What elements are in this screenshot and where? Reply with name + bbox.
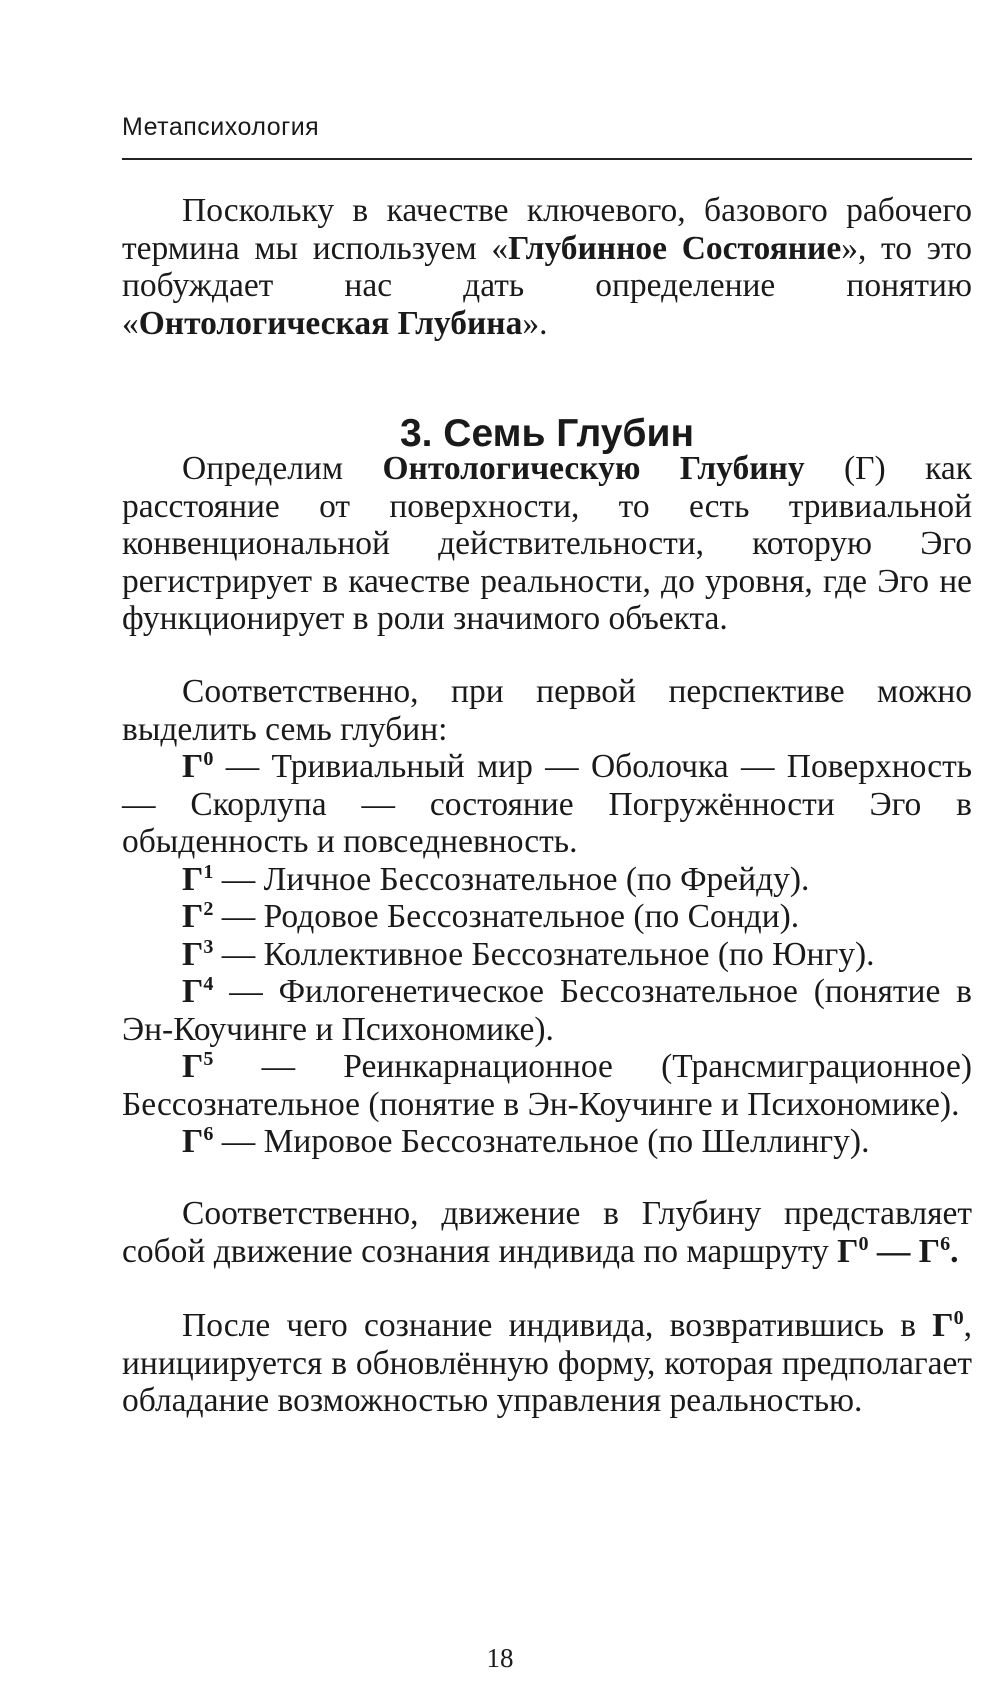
movement-block bbox=[122, 1195, 972, 1270]
header-rule bbox=[122, 158, 972, 160]
route-from-letter: Г bbox=[837, 1232, 859, 1270]
intro-text-3: ». bbox=[522, 304, 548, 342]
depth-text: — Филогенетическое Бессознательное (понятие в Эн-Коучинге и Психономике). bbox=[122, 973, 972, 1048]
conclusion-block bbox=[122, 1307, 972, 1420]
intro-paragraph bbox=[122, 192, 972, 342]
depth-level: 1 bbox=[203, 860, 214, 883]
depth-letter: Г bbox=[182, 898, 204, 935]
running-header: Метапсихология bbox=[122, 113, 320, 141]
route-to-level: 6 bbox=[940, 1232, 951, 1255]
intro-text-2: », то это побуждает нас дать определение понятию « bbox=[122, 229, 972, 342]
route-from bbox=[837, 1233, 868, 1270]
depth-text: — Родовое Бессознательное (по Сонди). bbox=[213, 898, 800, 935]
depth-letter: Г bbox=[182, 1123, 204, 1160]
route-end: . bbox=[950, 1232, 959, 1270]
depth-level: 6 bbox=[203, 1122, 214, 1145]
conclusion-paragraph bbox=[122, 1307, 972, 1420]
term-ontological-depth-acc: Онтологическую Глубину bbox=[382, 450, 805, 487]
definition-block bbox=[122, 450, 972, 638]
depth-level: 0 bbox=[203, 747, 214, 770]
depth-item bbox=[122, 1048, 972, 1123]
depth-text: — Личное Бессознательное (по Фрейду). bbox=[213, 860, 810, 898]
route-to-letter: Г bbox=[918, 1232, 941, 1270]
depth-level: 4 bbox=[203, 972, 214, 995]
definition-paragraph bbox=[122, 450, 972, 638]
depth-letter: Г bbox=[182, 973, 204, 1010]
conclusion-text-2: , инициируется в обновлённую форму, которая предполагает обладание возможностью управления реальностью. bbox=[122, 1307, 972, 1419]
depths-block bbox=[122, 673, 972, 1161]
depth-item bbox=[122, 898, 972, 936]
depth-letter: Г bbox=[182, 860, 204, 898]
depth-item bbox=[122, 748, 972, 861]
depth-text: — Коллективное Бессознательное (по Юнгу). bbox=[213, 935, 875, 973]
page-number: 18 bbox=[486, 1643, 514, 1673]
depth-text: — Реинкарнационное (Трансмиграционное) Бессознательное (понятие в Эн-Коучинге и Психономике). bbox=[122, 1048, 972, 1123]
conclusion-text-1: После чего сознание индивида, возвратившись в bbox=[182, 1307, 933, 1344]
depth-letter: Г bbox=[182, 935, 204, 973]
chapter-title: 3. Семь Глубин bbox=[399, 412, 695, 455]
depth-item bbox=[122, 1123, 972, 1161]
depth-letter: Г bbox=[182, 748, 204, 785]
conclusion-depth bbox=[932, 1307, 963, 1344]
depth-level: 5 bbox=[203, 1047, 214, 1070]
intro-block bbox=[122, 192, 972, 342]
depth-text: — Мировое Бессознательное (по Шеллингу). bbox=[213, 1123, 870, 1160]
definition-text-2: (Г) как расстояние от поверхности, то есть тривиальной конвенциональной действительности, которую Эго регистрирует в качестве реальности, до уровня, где Эго не функционирует в роли значимого объекта. bbox=[122, 450, 972, 637]
depth-item bbox=[122, 973, 972, 1048]
term-ontological-depth: Онтологическая Глубина bbox=[138, 304, 523, 342]
conclusion-level: 0 bbox=[953, 1306, 964, 1329]
depth-text: — Тривиальный мир — Оболочка — Поверхность — Скорлупа — состояние Погружённости Эго в обыденность и повседневность. bbox=[122, 748, 972, 860]
depth-item bbox=[122, 936, 972, 974]
conclusion-letter: Г bbox=[932, 1307, 954, 1344]
movement-text: Соответственно, движение в Глубину представляет собой движение сознания индивида по маршруту bbox=[122, 1195, 972, 1270]
intro-text-1: Поскольку в качестве ключевого, базового рабочего термина мы используем « bbox=[122, 192, 972, 267]
route-dash: — bbox=[868, 1232, 919, 1270]
route-to bbox=[919, 1233, 950, 1270]
route-from-level: 0 bbox=[858, 1232, 869, 1255]
depth-item bbox=[122, 861, 972, 899]
depth-level: 2 bbox=[203, 897, 214, 920]
term-deep-state: Глубинное Состояние bbox=[508, 229, 842, 267]
depth-level: 3 bbox=[203, 935, 214, 958]
depths-intro: Соответственно, при первой перспективе можно выделить семь глубин: bbox=[122, 673, 972, 748]
definition-text-1: Определим bbox=[182, 450, 383, 487]
depth-letter: Г bbox=[182, 1048, 204, 1085]
movement-paragraph bbox=[122, 1195, 972, 1270]
